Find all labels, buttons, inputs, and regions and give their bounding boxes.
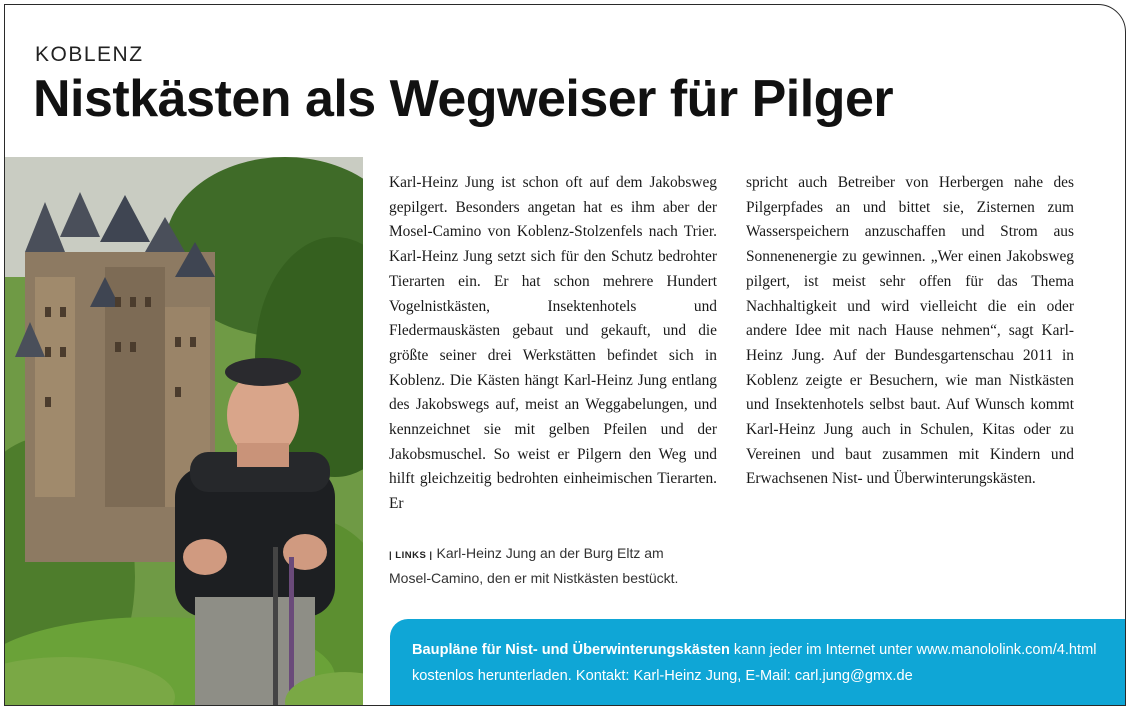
caption-text: Karl-Heinz Jung an der Burg Eltz am Mosel-Camino, den er mit Nistkästen bestückt. [389,545,679,586]
body-text: Karl-Heinz Jung ist schon oft auf dem Jakobsweg gepilgert. Besonders angetan hat es ihm aber der Mosel-Camino von Koblenz-Stolzenfels nach Trier. Karl-Heinz Jung setzt sich für den Schutz bedrohter Tierarten ein. Er hat schon mehrere Hundert Vogelnistkästen, Insektenhotels und Fledermauskästen gebaut und gekauft, und die größte seiner drei Werkstätten befindet sich in Koblenz. Die Kästen hängt Karl-Heinz Jung entlang des Jakobswegs auf, meist an Weggabelungen, und kennzeichnet sie mit gelben Pfeilen und der Jakobsmuschel. So weist er Pilgern den Weg und hilft gleichzeitig bedrohten einheimischen Tierarten. Er [389,174,717,513]
body-text: spricht auch Betreiber von Herbergen nahe des Pilgerpfades an und bittet sie, Zisternen zum Wasserspeichern anzuschaffen und Strom aus Sonnenenergie zu gewinnen. „Wer einen Jakobsweg pilgert, ist meist sehr offen für das Thema Nachhaltigkeit und wird vielleicht die ein oder andere Idee mit nach Hause nehmen“, sagt Karl-Heinz Jung. Auf der Bundesgartenschau 2011 in Koblenz zeigte er Besuchern, wie man Nistkästen und Insektenhotels selbst baut. Auf Wunsch kommt Karl-Heinz Jung auch in Schulen, Kitas oder zu Vereinen und baut zusammen mit Kindern und Erwachsenen Nist- und Überwinterungskästen. [746,174,1074,488]
article-headline: Nistkästen als Wegweiser für Pilger [33,70,894,128]
photo-caption [389,542,709,590]
info-box [390,619,1126,706]
article-photo [5,157,363,706]
article-column-1 [389,171,717,517]
info-box-lead: Baupläne für Nist- und Überwinterungskästen [412,642,730,658]
info-box-text: kann jeder im Internet unter www.manololink.com/4.html kostenlos herunterladen. Kontakt: Karl-Heinz Jung, E-Mail: carl.jung@gmx.de [412,642,1097,684]
caption-tag: | LINKS | [389,550,433,561]
article-page [4,4,1126,706]
article-column-2 [746,171,1074,492]
section-kicker: KOBLENZ [35,43,144,66]
